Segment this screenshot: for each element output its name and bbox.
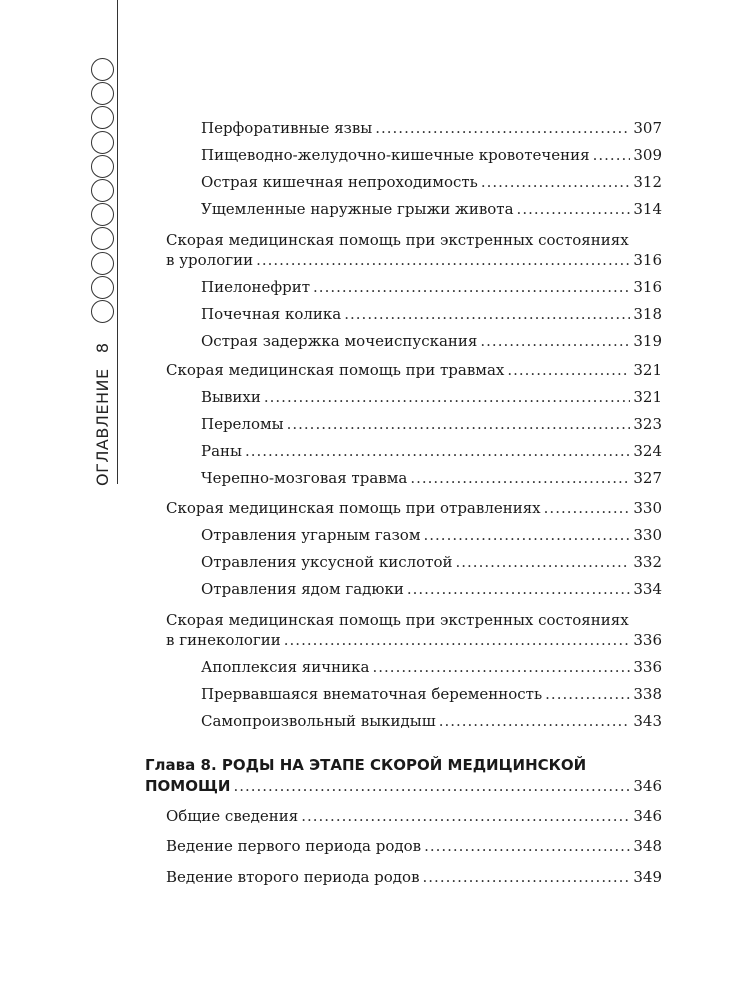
circle-decoration	[91, 106, 114, 129]
toc-entry-page: 312	[633, 173, 662, 191]
toc-entry-title: Скорая медицинская помощь при травмах	[166, 361, 505, 379]
toc-entry[interactable]	[201, 331, 662, 351]
toc-entry-title: в урологии	[166, 251, 254, 269]
circle-decoration	[91, 179, 114, 202]
toc-entry-page: 318	[633, 305, 662, 323]
toc-entry-page: 316	[633, 251, 662, 269]
circle-decoration	[91, 300, 114, 323]
dot-leader	[313, 277, 630, 297]
dot-leader	[481, 172, 631, 192]
dot-leader	[344, 304, 630, 324]
dot-leader	[284, 630, 631, 650]
circle-decoration	[91, 252, 114, 275]
toc-entry-title: Самопроизвольный выкидыш	[201, 712, 436, 730]
toc-entry[interactable]	[201, 657, 662, 677]
toc-entry-title: Отравления ядом гадюки	[201, 580, 404, 598]
toc-entry[interactable]	[166, 867, 662, 887]
toc-entry-page: 319	[633, 332, 662, 350]
toc-entry-title: Острая кишечная непроходимость	[201, 173, 478, 191]
dot-leader	[373, 657, 631, 677]
toc-entry-title: Ущемленные наружные грыжи живота	[201, 200, 514, 218]
toc-entry-page: 314	[633, 200, 662, 218]
dot-leader	[423, 867, 631, 887]
toc-entry[interactable]	[201, 711, 662, 731]
toc-entry-page: 349	[633, 868, 662, 886]
toc-entry[interactable]	[201, 441, 662, 461]
toc-entry[interactable]	[201, 277, 662, 297]
toc-entry-title: Переломы	[201, 415, 284, 433]
toc-entry-page: 346	[633, 807, 662, 825]
toc-entry-page: 336	[633, 658, 662, 676]
toc-entry-title: Прервавшаяся внематочная беременность	[201, 685, 543, 703]
toc-entry[interactable]	[166, 360, 662, 380]
circle-decoration	[91, 82, 114, 105]
toc-entry-title: Скорая медицинская помощь при отравлениях	[166, 499, 541, 517]
chapter-title-line1: Глава 8. РОДЫ НА ЭТАПЕ СКОРОЙ МЕДИЦИНСКОЙ	[145, 756, 587, 774]
toc-entry[interactable]	[166, 806, 662, 826]
dot-leader	[407, 579, 631, 599]
toc-entry[interactable]	[201, 145, 662, 165]
circle-decoration	[91, 155, 114, 178]
margin-circles	[91, 58, 117, 324]
toc-chapter-entry[interactable]	[145, 776, 662, 796]
toc-entry[interactable]	[201, 118, 662, 138]
toc-entry-page: 309	[633, 146, 662, 164]
toc-entry[interactable]	[201, 414, 662, 434]
dot-leader	[410, 468, 630, 488]
dot-leader	[301, 806, 630, 826]
margin-rule	[117, 0, 118, 484]
dot-leader	[544, 498, 631, 518]
dot-leader	[424, 836, 630, 856]
toc-entry-page: 323	[633, 415, 662, 433]
toc-entry-page: 321	[633, 388, 662, 406]
toc-entry-title: Пищеводно-желудочно-кишечные кровотечения	[201, 146, 590, 164]
toc-entry-page: 332	[633, 553, 662, 571]
toc-entry-title-line1: Скорая медицинская помощь при экстренных состояниях	[166, 611, 629, 629]
toc-entry[interactable]	[201, 579, 662, 599]
dot-leader	[593, 145, 631, 165]
toc-entry-page: 316	[633, 278, 662, 296]
toc-entry[interactable]	[201, 304, 662, 324]
chapter-title: ПОМОЩИ	[145, 777, 231, 795]
toc-entry-page: 330	[633, 526, 662, 544]
toc-entry[interactable]	[166, 250, 662, 270]
toc-entry[interactable]	[201, 552, 662, 572]
toc-entry-page: 348	[633, 837, 662, 855]
toc-entry-page: 327	[633, 469, 662, 487]
toc-entry-page: 343	[633, 712, 662, 730]
toc-entry-page: 346	[633, 777, 662, 795]
toc-entry-title: Ведение второго периода родов	[166, 868, 420, 886]
toc-entry-title: Пиелонефрит	[201, 278, 311, 296]
toc-entry-title: Общие сведения	[166, 807, 299, 825]
toc-entry[interactable]	[166, 836, 662, 856]
toc-entry[interactable]	[201, 172, 662, 192]
dot-leader	[439, 711, 631, 731]
toc-entry-page: 330	[633, 499, 662, 517]
toc-entry-title: Почечная колика	[201, 305, 342, 323]
toc-entry[interactable]	[201, 684, 662, 704]
toc-entry-title: Апоплексия яичника	[201, 658, 370, 676]
toc-entry[interactable]	[166, 498, 662, 518]
circle-decoration	[91, 203, 114, 226]
dot-leader	[245, 441, 630, 461]
dot-leader	[256, 250, 630, 270]
toc-entry-page: 321	[633, 361, 662, 379]
circle-decoration	[91, 131, 114, 154]
toc-entry-title: Отравления уксусной кислотой	[201, 553, 453, 571]
toc-entry-title: Вывихи	[201, 388, 261, 406]
toc-entry[interactable]	[201, 199, 662, 219]
toc-entry-page: 336	[633, 631, 662, 649]
dot-leader	[233, 776, 630, 796]
page-number: 8	[93, 342, 112, 354]
toc-entry-page: 307	[633, 119, 662, 137]
dot-leader	[424, 525, 631, 545]
toc-entry-page: 338	[633, 685, 662, 703]
dot-leader	[264, 387, 630, 407]
dot-leader	[287, 414, 631, 434]
toc-entry-title: Отравления угарным газом	[201, 526, 421, 544]
toc-entry[interactable]	[201, 468, 662, 488]
toc-entry-page: 334	[633, 580, 662, 598]
toc-entry-title: Перфоративные язвы	[201, 119, 373, 137]
dot-leader	[545, 684, 630, 704]
circle-decoration	[91, 58, 114, 81]
dot-leader	[456, 552, 631, 572]
dot-leader	[517, 199, 631, 219]
dot-leader	[480, 331, 630, 351]
toc-entry[interactable]	[166, 630, 662, 650]
toc-entry-title: Раны	[201, 442, 242, 460]
toc-entry-title: Острая задержка мочеиспускания	[201, 332, 478, 350]
toc-entry-page: 324	[633, 442, 662, 460]
running-header	[90, 326, 116, 486]
toc-entry[interactable]	[201, 387, 662, 407]
toc-entry-title-line1: Скорая медицинская помощь при экстренных состояниях	[166, 231, 629, 249]
toc-entry-title: в гинекологии	[166, 631, 281, 649]
toc-entry[interactable]	[201, 525, 662, 545]
toc-entry-title: Черепно-мозговая травма	[201, 469, 408, 487]
section-title: ОГЛАВЛЕНИЕ	[93, 368, 112, 486]
dot-leader	[375, 118, 630, 138]
toc-entry-title: Ведение первого периода родов	[166, 837, 422, 855]
circle-decoration	[91, 276, 114, 299]
circle-decoration	[91, 227, 114, 250]
dot-leader	[507, 360, 630, 380]
